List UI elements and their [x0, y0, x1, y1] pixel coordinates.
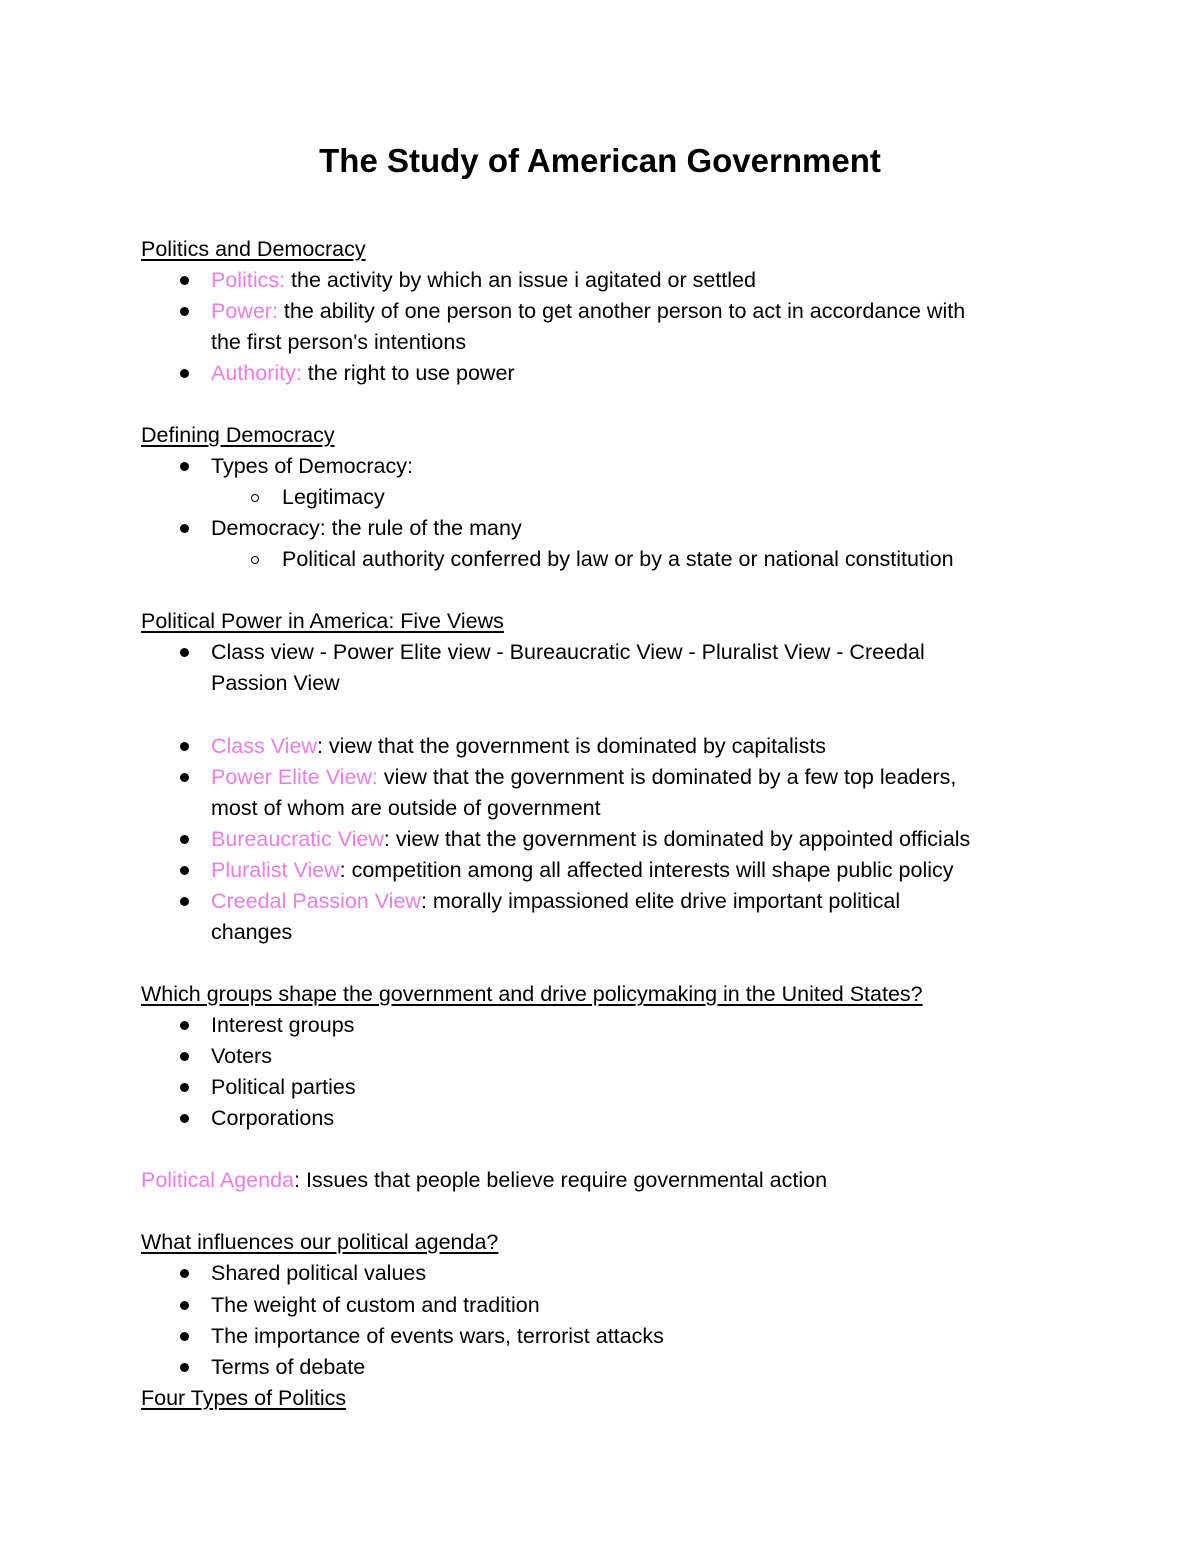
term-politics: Politics: — [211, 268, 286, 292]
list-item — [211, 824, 970, 855]
definition-text: : view that the government is dominated by appointed officials — [383, 827, 971, 851]
list-item: Corporations — [211, 1106, 335, 1130]
term-power-elite-view: Power Elite View: — [211, 765, 378, 789]
list-item: Interest groups — [211, 1013, 355, 1037]
list-item: Shared political values — [211, 1261, 427, 1285]
list-item — [211, 296, 965, 327]
definition-text: the ability of one person to get another person to act in accordance with — [277, 299, 966, 323]
term-power: Power: — [211, 299, 278, 323]
term-authority: Authority: — [211, 361, 302, 385]
term-creedal-passion-view: Creedal Passion View — [211, 889, 421, 913]
definition-continuation: most of whom are outside of government — [211, 796, 601, 820]
bullet-icon — [180, 1301, 189, 1310]
list-item: Voters — [211, 1044, 272, 1068]
political-agenda-definition — [141, 1165, 827, 1196]
list-item: Political parties — [211, 1075, 356, 1099]
section-heading-four-types: Four Types of Politics — [141, 1386, 347, 1410]
list-item — [211, 762, 956, 793]
document-title: The Study of American Government — [319, 142, 881, 179]
definition-text: the activity by which an issue i agitated or settled — [285, 268, 756, 292]
bullet-icon — [180, 462, 189, 471]
section-heading-five-views: Political Power in America: Five Views — [141, 609, 504, 633]
bullet-icon — [180, 1114, 189, 1123]
definition-text: : view that the government is dominated by capitalists — [316, 734, 827, 758]
bullet-icon — [180, 742, 189, 751]
definition-continuation: changes — [211, 920, 293, 944]
list-item — [211, 886, 900, 917]
term-pluralist-view: Pluralist View — [211, 858, 340, 882]
term-bureaucratic-view: Bureaucratic View — [211, 827, 384, 851]
list-item: The importance of events wars, terrorist attacks — [211, 1324, 664, 1348]
bullet-icon — [180, 1269, 189, 1278]
bullet-icon — [180, 1052, 189, 1061]
definition-text: : competition among all affected interests will shape public policy — [339, 858, 954, 882]
bullet-icon — [180, 1083, 189, 1092]
term-class-view: Class View — [211, 734, 317, 758]
definition-continuation: the first person's intentions — [211, 330, 467, 354]
section-heading-influences: What influences our political agenda? — [141, 1230, 499, 1254]
list-item: Democracy: the rule of the many — [211, 516, 522, 540]
bullet-icon — [180, 524, 189, 533]
bullet-icon — [180, 897, 189, 906]
list-item: Class view - Power Elite view - Bureaucratic View - Pluralist View - Creedal — [211, 640, 925, 664]
section-heading-groups: Which groups shape the government and drive policymaking in the United States? — [141, 982, 923, 1006]
list-item: Types of Democracy: — [211, 454, 413, 478]
bullet-icon — [180, 866, 189, 875]
definition-text: view that the government is dominated by a few top leaders, — [377, 765, 957, 789]
bullet-icon — [180, 1021, 189, 1030]
bullet-icon — [180, 835, 189, 844]
list-item — [211, 358, 515, 389]
list-item: Terms of debate — [211, 1355, 366, 1379]
list-item — [211, 265, 756, 296]
section-heading-defining-democracy: Defining Democracy — [141, 423, 335, 447]
sub-bullet-icon — [251, 494, 259, 502]
list-item — [211, 731, 826, 762]
bullet-icon — [180, 276, 189, 285]
list-item-continuation: Passion View — [211, 671, 340, 695]
bullet-icon — [180, 1363, 189, 1372]
definition-text: : morally impassioned elite drive important political — [420, 889, 901, 913]
sub-list-item: Political authority conferred by law or by a state or national constitution — [282, 547, 954, 571]
sub-list-item: Legitimacy — [282, 485, 385, 509]
definition-text: the right to use power — [301, 361, 515, 385]
section-heading-politics-democracy: Politics and Democracy — [141, 237, 366, 261]
bullet-icon — [180, 1332, 189, 1341]
term-political-agenda: Political Agenda — [141, 1168, 294, 1192]
bullet-icon — [180, 648, 189, 657]
bullet-icon — [180, 369, 189, 378]
definition-text: : Issues that people believe require governmental action — [294, 1168, 828, 1192]
list-item — [211, 855, 954, 886]
list-item: The weight of custom and tradition — [211, 1293, 540, 1317]
bullet-icon — [180, 773, 189, 782]
sub-bullet-icon — [251, 556, 259, 564]
bullet-icon — [180, 307, 189, 316]
